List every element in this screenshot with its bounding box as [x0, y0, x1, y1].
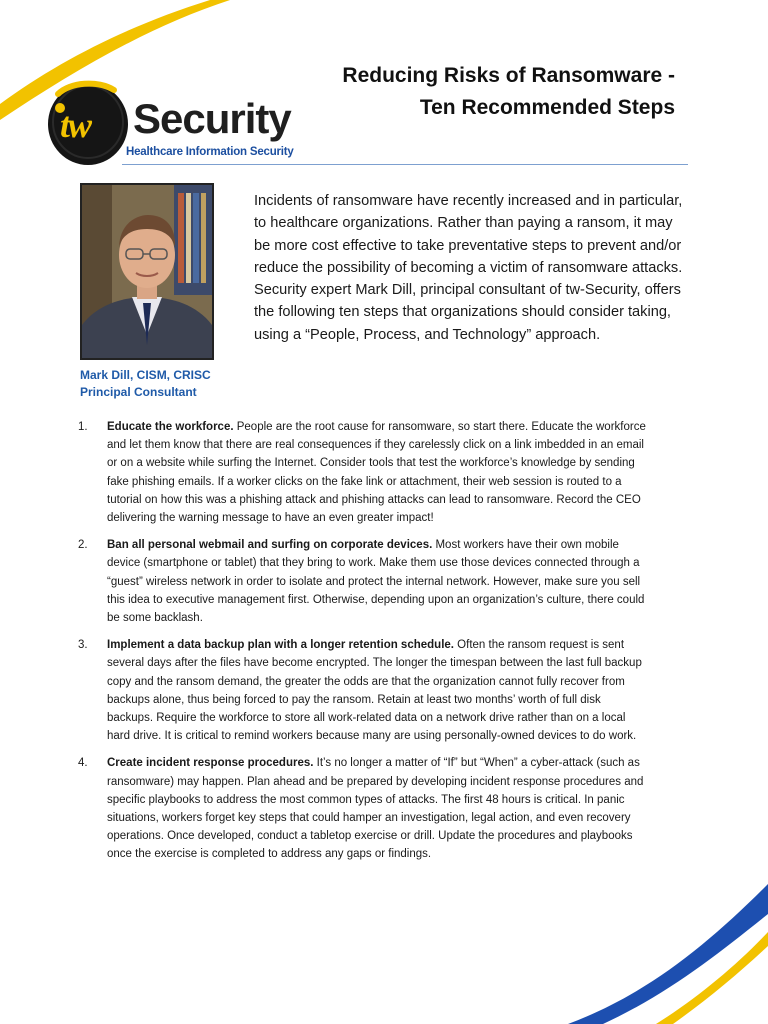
list-item [78, 754, 648, 863]
caption-name: Mark Dill, CISM, CRISC [80, 368, 211, 382]
list-item [78, 418, 648, 527]
step-text: Most workers have their own mobile device (smartphone or tablet) that they bring to work. Make them use those devices connected through a “guest” wireless network in order to isolate and protect the internal network. However, make sure you sell this idea to executive management first. Otherwise, depending upon an organization’s culture, there could be some backlash. [107, 539, 645, 625]
title-line-2: Ten Recommended Steps [419, 96, 675, 119]
step-title: Create incident response procedures. [107, 757, 314, 770]
step-number: 4. [78, 757, 88, 770]
step-number: 3. [78, 639, 88, 652]
title-line-1: Reducing Risks of Ransomware - [342, 64, 675, 87]
document-title [255, 60, 675, 124]
portrait-caption [80, 367, 240, 401]
step-text: It’s no longer a matter of “If” but “When” a cyber-attack (such as ransomware) may happen. Plan ahead and be prepared by developing incident response procedures and specific playbooks to address the most common types of attacks. The first 48 hours is critical. In panic situations, workers forget key steps that could hamper an investigation, legal action, and even recovery operations. Once developed, conduct a tabletop exercise or drill. Update the procedures and playbooks once the exercise is completed to address any gaps or findings. [107, 757, 644, 861]
logo-wordmark: Security [133, 95, 291, 142]
blue-swoosh-decoration [568, 884, 768, 1024]
steps-list [78, 418, 648, 873]
step-number: 2. [78, 539, 88, 552]
list-item [78, 636, 648, 745]
header-divider [122, 164, 688, 165]
list-item [78, 536, 648, 627]
intro-paragraph: Incidents of ransomware have recently increased and in particular, to healthcare organizations. Rather than paying a ransom, it may be more cost effective to take preventative steps to prevent and/or reduce the possibility of becoming a victim of ransomware attacks. Security expert Mark Dill, principal consultant of tw-Security, offers the following ten steps that organizations should consider taking, using a “People, Process, and Technology” approach. [254, 193, 683, 343]
logo-mark-text: tw [60, 105, 91, 145]
portrait-photo [80, 183, 214, 360]
caption-role: Principal Consultant [80, 385, 197, 399]
step-text: Often the ransom request is sent several days after the files have become encrypted. The longer the timespan between the last full backup copy and the ransom demand, the greater the odds are that the organization cannot fully recover from backups alone, thus being forced to pay the ransom. Retain at least two months’ worth of full disk backups. Require the workforce to store all work-related data on a network drive rather than on a local hard drive. It is critical to remind workers because many are using personally-owned devices to do work. [107, 639, 642, 743]
step-number: 1. [78, 421, 88, 433]
step-text: People are the root cause for ransomware, so start there. Educate the workforce and let them know that there are real consequences if they carelessly click on a link imbedded in an email or on a website while surfing the Internet. Consider tools that test the workforce’s knowledge by sending fake phishing emails. If a worker clicks on the fake link or attachment, their web session is routed to a tutorial on how this was a phishing attack and phishing attacks can lead to ransomware. Record the CEO delivering the warning message to have an even greater impact! [107, 421, 646, 525]
step-title: Implement a data backup plan with a longer retention schedule. [107, 639, 454, 652]
logo-tagline: Healthcare Information Security [126, 146, 294, 158]
step-title: Ban all personal webmail and surfing on corporate devices. [107, 539, 433, 552]
step-title: Educate the workforce. [107, 421, 234, 433]
